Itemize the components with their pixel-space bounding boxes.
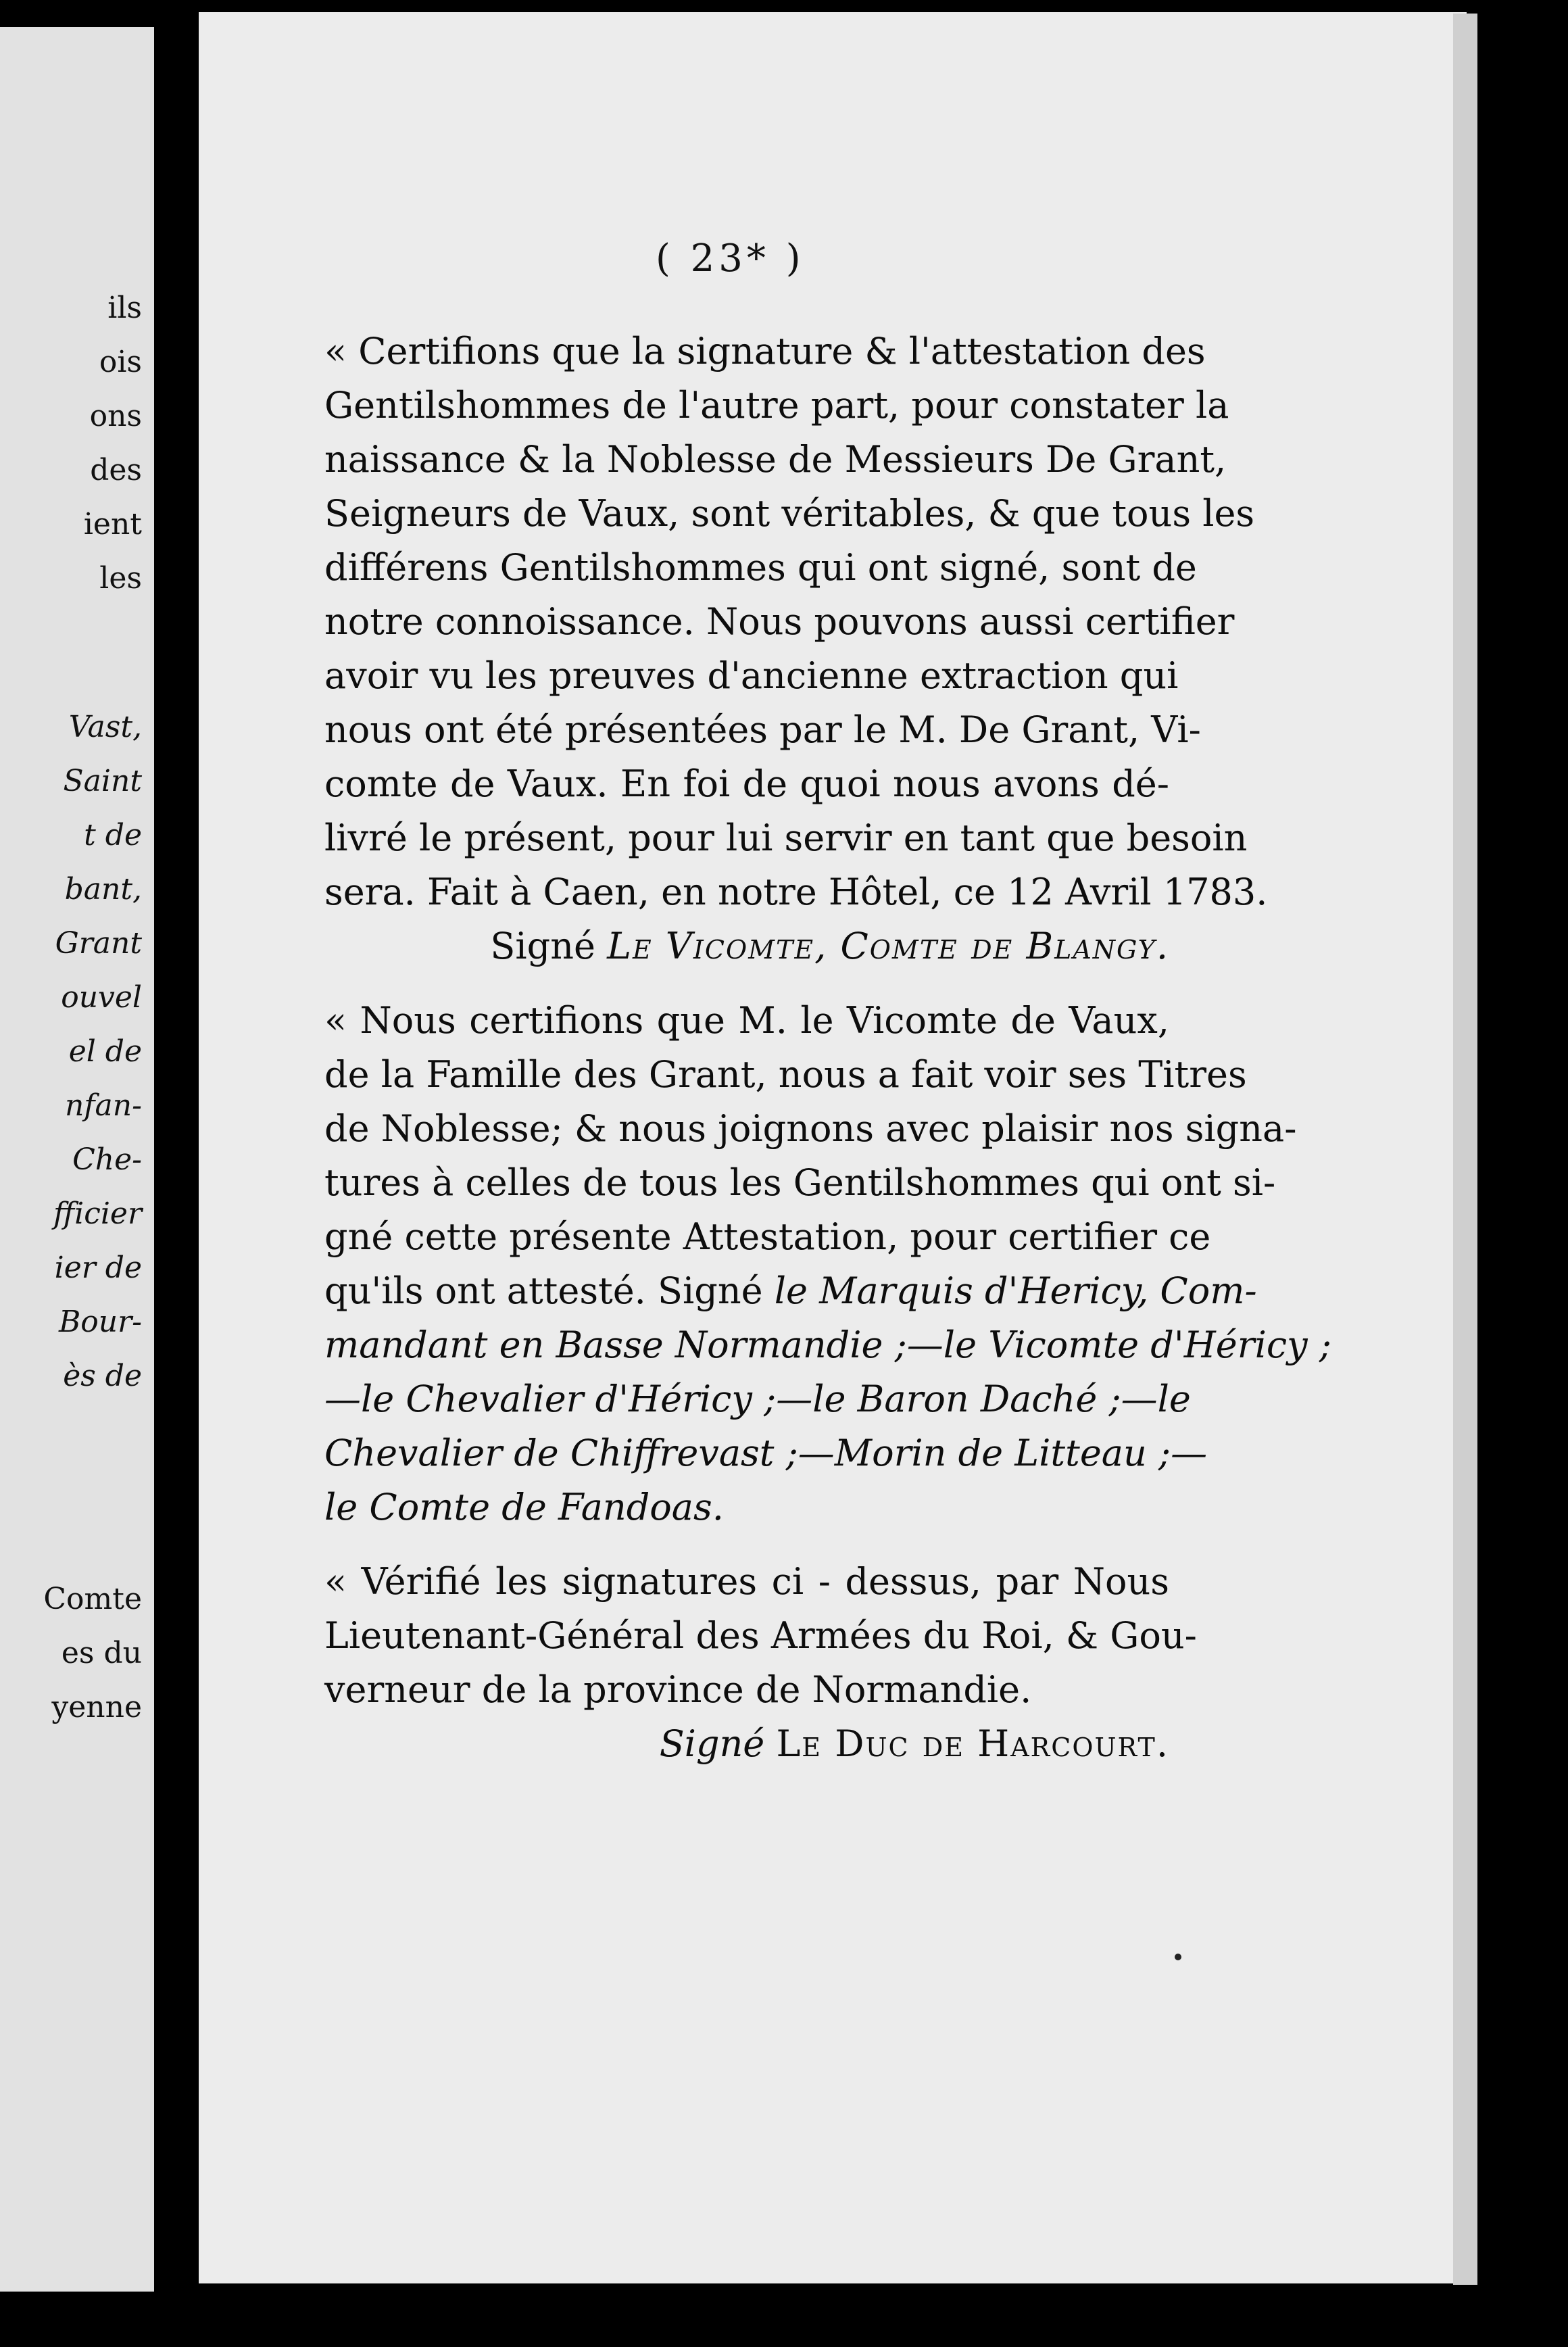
text-line: de la Famille des Grant, nous a fait voir ses Titres [324, 1053, 1247, 1096]
signatory-list: le Marquis d'Hericy, Com- [774, 1269, 1257, 1312]
facing-page-line: Bour- [58, 1305, 142, 1339]
facing-page-line: fficier [53, 1196, 142, 1231]
signatory-name: Le Vicomte, Comte de Blangy. [607, 925, 1169, 967]
text-line: Lieutenant-Général des Armées du Roi, & Gou- [324, 1614, 1197, 1657]
page-number: ( 23* ) [656, 237, 805, 281]
signatory-list: le Comte de Fandoas. [324, 1486, 724, 1528]
book-gutter [154, 0, 199, 2347]
facing-page-line: Che- [72, 1142, 142, 1177]
text-line: sera. Fait à Caen, en notre Hôtel, ce 12 Avril 1783. [324, 871, 1268, 913]
signatory-name: Le Duc de Harcourt. [776, 1722, 1169, 1765]
text-line-mixed [324, 1264, 1257, 1318]
facing-page-line: ient [83, 507, 142, 541]
text-line: naissance & la Noblesse de Messieurs De Grant, [324, 438, 1227, 481]
background-border [1477, 0, 1568, 2347]
facing-page-line: les [99, 561, 142, 596]
facing-page-line: ès de [63, 1359, 142, 1393]
text-line: Gentilshommes de l'autre part, pour constater la [324, 384, 1229, 427]
text-line: nous ont été présentées par le M. De Grant, Vi- [324, 708, 1201, 751]
facing-page-line: bant, [64, 872, 142, 906]
text-segment: qu'ils ont attesté. Signé [324, 1269, 763, 1312]
facing-page-line: Saint [63, 764, 142, 798]
text-line: gné cette présente Attestation, pour certifier ce [324, 1215, 1211, 1258]
paragraph-2 [324, 994, 1331, 1534]
facing-page-line: ons [89, 399, 142, 433]
signature-1 [324, 919, 1169, 973]
facing-page-line: t de [84, 818, 142, 852]
facing-page-line: nfan- [64, 1088, 142, 1123]
page-edge [1453, 14, 1477, 2285]
signatory-list: Chevalier de Chiffrevast ;—Morin de Litteau ;— [324, 1432, 1208, 1474]
text-line: de Noblesse; & nous joignons avec plaisir nos signa- [324, 1107, 1297, 1150]
text-line: Seigneurs de Vaux, sont véritables, & que tous les [324, 492, 1255, 535]
facing-page-line: Comte [43, 1582, 142, 1616]
text-line: « Certifions que la signature & l'attestation des [324, 330, 1206, 372]
facing-page-line: ier de [54, 1251, 142, 1285]
text-line: verneur de la province de Normandie. [324, 1668, 1032, 1711]
text-line: livré le présent, pour lui servir en tant que besoin [324, 817, 1248, 859]
text-line: notre connoissance. Nous pouvons aussi certifier [324, 600, 1235, 643]
signatory-list: mandant en Basse Normandie ;—le Vicomte d'Héricy ; [324, 1324, 1331, 1366]
text-line: comte de Vaux. En foi de quoi nous avons dé- [324, 763, 1169, 805]
ink-speck [1175, 1954, 1181, 1960]
facing-page-line: Grant [55, 926, 142, 961]
facing-page-line: es du [61, 1636, 142, 1670]
facing-page-line: el de [68, 1034, 142, 1069]
page-text [324, 324, 1331, 1771]
facing-page-line: ils [107, 291, 142, 325]
facing-page-line: yenne [51, 1690, 142, 1724]
text-line: avoir vu les preuves d'ancienne extraction qui [324, 654, 1179, 697]
text-line: différens Gentilshommes qui ont signé, sont de [324, 546, 1197, 589]
text-line: tures à celles de tous les Gentilshommes qui ont si- [324, 1161, 1276, 1204]
facing-page-line: ois [99, 345, 142, 379]
paragraph-1 [324, 324, 1268, 973]
text-line: « Vérifié les signatures ci - dessus, par Nous [324, 1560, 1169, 1603]
facing-page-fragment [0, 27, 154, 2292]
text-line: « Nous certifions que M. le Vicomte de Vaux, [324, 999, 1169, 1042]
signatory-list: —le Chevalier d'Héricy ;—le Baron Daché ;—le [324, 1378, 1191, 1420]
facing-page-line: Vast, [68, 710, 142, 744]
paragraph-3 [324, 1555, 1197, 1771]
signature-2 [324, 1717, 1169, 1771]
signature-prefix: Signé [659, 1722, 765, 1765]
facing-page-line: des [90, 453, 142, 487]
signature-prefix: Signé [490, 925, 595, 967]
facing-page-line: ouvel [61, 980, 142, 1015]
